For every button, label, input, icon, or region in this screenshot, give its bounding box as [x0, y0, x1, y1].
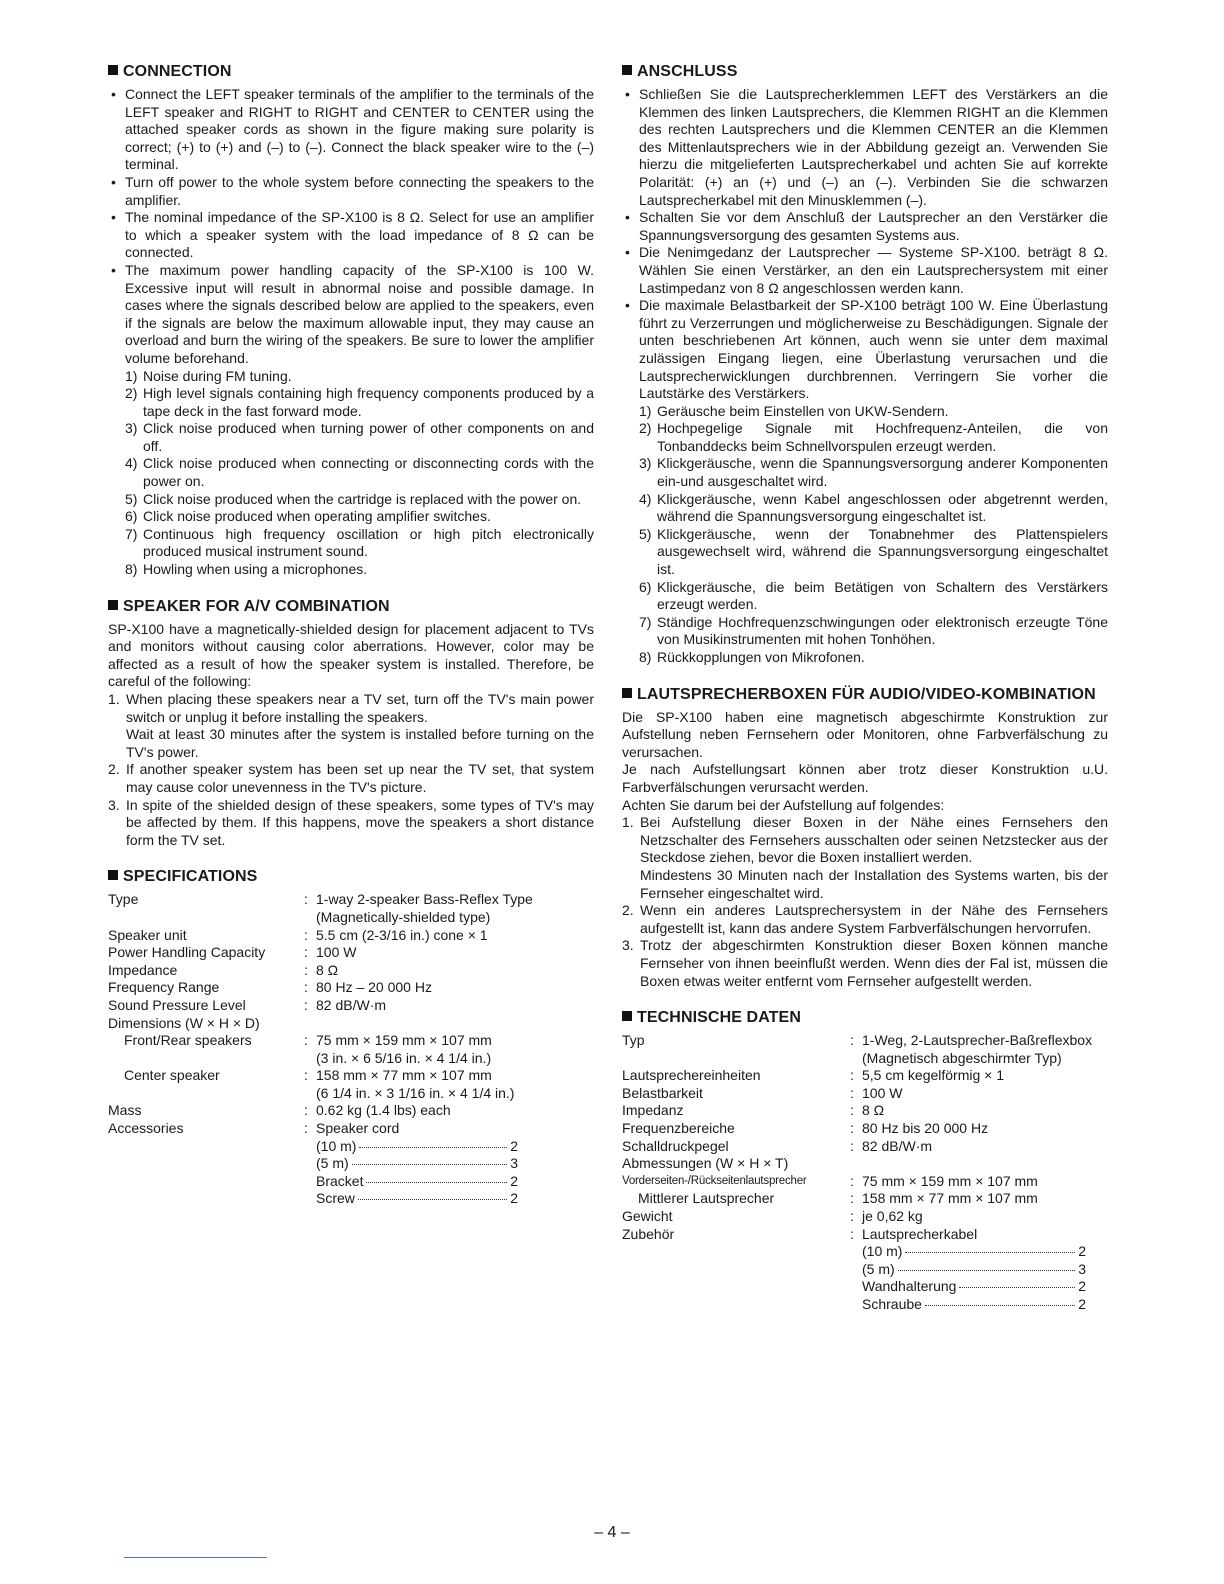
- list-item: 5) Klickgeräusche, wenn der Tonabnehmer des Plattenspielers ausgewechselt wird, während die Spannungsversorgung eingeschaltet ist.: [639, 525, 1108, 578]
- spec-row: Frequency Range : 80 Hz – 20 000 Hz: [108, 979, 432, 996]
- spec-row: Gewicht : je 0,62 kg: [622, 1208, 923, 1225]
- accessory-row: (10 m) 2: [316, 1137, 518, 1154]
- bullet-item: • The nominal impedance of the SP-X100 is 8 Ω. Select for use an amplifier to which a speaker system with the load impedance of 8 Ω can be connected.: [108, 209, 594, 262]
- spec-row: Abmessungen (W × H × T): [622, 1155, 789, 1172]
- specifications-heading: SPECIFICATIONS: [108, 867, 594, 887]
- spec-row: Power Handling Capacity : 100 W: [108, 944, 357, 961]
- heading-square-icon: [108, 65, 118, 75]
- list-item: 2) High level signals containing high frequency components produced by a tape deck in the fast forward mode.: [125, 385, 594, 419]
- list-item: 6) Klickgeräusche, die beim Betätigen von Schaltern des Verstärkers erzeugt werden.: [639, 578, 1108, 613]
- list-item: 7) Continuous high frequency oscillation or high pitch electronically produced musical instrument sound.: [125, 525, 594, 560]
- accessory-row: (5 m) 3: [862, 1260, 1086, 1277]
- bullet-item: • Die Nenimgedanz der Lautsprecher — Systeme SP-X100. beträgt 8 Ω. Wählen Sie einen Verstärker, an den ein Lautsprechersystem mit einer Lastimpedanz von 8 Ω angeschlossen werden kann.: [622, 244, 1108, 297]
- av-heading: SPEAKER FOR A/V COMBINATION: [108, 597, 594, 617]
- anschluss-section: [622, 62, 1108, 667]
- av-section: [108, 597, 594, 850]
- heading-square-icon: [622, 65, 632, 75]
- list-item: 5) Click noise produced when the cartridge is replaced with the power on.: [125, 490, 582, 507]
- av-intro: Die SP-X100 haben eine magnetisch abgeschirmte Konstruktion zur Aufstellung neben Fernsehern oder Monitoren, ohne Farbverfälschung zu verursachen.: [622, 708, 1108, 760]
- list-item: 3) Klickgeräusche, wenn die Spannungsversorgung anderer Komponenten ein-und ausgeschaltet wird.: [639, 455, 1108, 490]
- spec-row: Type : 1-way 2-speaker Bass-Reflex Type (Magnetically-shielded type): [108, 891, 533, 925]
- connection-bullet-list: [108, 86, 594, 579]
- specifications-section: [108, 867, 594, 1208]
- connection-heading: CONNECTION: [108, 62, 594, 82]
- av-intro: SP-X100 have a magnetically-shielded design for placement adjacent to TVs and monitors without causing color aberrations. However, color may be affected as a result of how the speaker system is installed. Therefore, be careful of the following:: [108, 620, 594, 690]
- accessory-row: Screw 2: [316, 1190, 518, 1207]
- list-item: 2) Hochpegelige Signale mit Hochfrequenz-Anteilen, die von Tonbanddecks beim Schnellvorspulen erzeugt werden.: [639, 420, 1108, 454]
- accessory-row: Schraube 2: [862, 1296, 1086, 1312]
- av-intro: Je nach Aufstellungsart können aber trotz dieser Konstruktion u.U. Farbverfälschungen verursacht werden.: [622, 761, 1108, 795]
- av-intro: Achten Sie darum bei der Aufstellung auf folgendes:: [622, 796, 945, 813]
- spec-row: Dimensions (W × H × D): [108, 1014, 260, 1031]
- list-item: 1) Geräusche beim Einstellen von UKW-Sendern.: [639, 402, 949, 419]
- spec-table: [622, 1032, 1108, 1314]
- spec-table: [108, 891, 594, 1208]
- connection-section: [108, 62, 594, 579]
- bullet-item: • Connect the LEFT speaker terminals of the amplifier to the terminals of the LEFT speaker and RIGHT to RIGHT and CENTER to CENTER using the attached speaker cords as shown in the figure making sure polarity is correct; (+) to (+) and (–) to (–). Connect the black speaker wire to the (–) terminal.: [108, 86, 594, 174]
- spec-row: Accessories : Speaker cord (10 m) 2 (5 m) 3 Bracket 2 Screw 2: [108, 1120, 518, 1207]
- noise-list: [639, 403, 1108, 667]
- spec-row: Speaker unit : 5.5 cm (2-3/16 in.) cone × 1: [108, 926, 488, 943]
- right-column: [622, 62, 1108, 1332]
- bullet-item: • The maximum power handling capacity of the SP-X100 is 100 W. Excessive input will result in abnormal noise and possible damage. In cases where the signals described below are applied to the speakers, even if the signals are below the maximum allowable input, they may cause an overload and burn the wiring of the speakers. Be sure to lower the amplifier volume beforehand. 1) Noise during FM tuning. 2) High level signals containing high frequency components produced by a tape deck in the fast forward mode. 3) Click noise produced when turning power of other components on and off. 4) Click noise produced when connecting or disconnecting cords with the power on. 5) Click noise produced when the cartridge is replaced with the power on. 6) Click noise produced when operating amplifier switches. 7) Continuous high frequency oscillation or high pitch electronically produced musical instrument sound. 8) Howling when using a microphones.: [108, 262, 594, 579]
- footer-link-line: [124, 1557, 267, 1558]
- bullet-item: • Schließen Sie die Lautsprecherklemmen LEFT des Verstärkers an die Klemmen des linken Lautsprechers, die Klemmen RIGHT an die Klemmen des rechten Lautsprechers und die Klemmen CENTER an die Klemmen des Mittenlautsprechers wie in der Abbildung gezeigt an. Verwenden Sie hierzu die mitgelieferten Lautsprecherkabel und achten Sie auf korrekte Polarität: (+) an (+) und (–) an (–). Verbinden Sie die schwarzen Lautsprecherkabel mit den Minusklemmen (–).: [622, 86, 1108, 209]
- av-list: [108, 691, 594, 849]
- anschluss-heading: ANSCHLUSS: [622, 62, 1108, 82]
- spec-row: Impedanz : 8 Ω: [622, 1102, 885, 1119]
- spec-row: Sound Pressure Level : 82 dB/W·m: [108, 996, 387, 1013]
- spec-row: Front/Rear speakers : 75 mm × 159 mm × 107 mm (3 in. × 6 5/16 in. × 4 1/4 in.): [124, 1032, 492, 1066]
- spec-row: Lautsprechereinheiten : 5,5 cm kegelförmig × 1: [622, 1067, 1005, 1084]
- bullet-item: • Schalten Sie vor dem Anschluß der Lautsprecher an den Verstärker die Spannungsversorgung des gesamten Systems aus.: [622, 209, 1108, 244]
- bullet-item: • Turn off power to the whole system before connecting the speakers to the amplifier.: [108, 174, 594, 209]
- technische-daten-heading: TECHNISCHE DATEN: [622, 1008, 1108, 1028]
- list-item: 4) Klickgeräusche, wenn Kabel angeschlossen oder abgetrennt werden, während die Spannungsversorgung eingeschaltet ist.: [639, 490, 1108, 525]
- accessory-row: Bracket 2: [316, 1172, 518, 1189]
- av-kombination-section: [622, 685, 1108, 991]
- bullet-item: • Die maximale Belastbarkeit der SP-X100 beträgt 100 W. Eine Überlastung führt zu Verzerrungen und möglicherweise zu Beschädigungen. Signale der unten beschriebenen Art können, auch wenn sie unter dem maximal zulässigen Eingang liegen, eine Überlastung verursachen und die Lautsprecherwicklungen durchbrennen. Verringern Sie vorher die Lautstärke des Verstärkers. 1) Geräusche beim Einstellen von UKW-Sendern. 2) Hochpegelige Signale mit Hochfrequenz-Anteilen, die von Tonbanddecks beim Schnellvorspulen erzeugt werden. 3) Klickgeräusche, wenn die Spannungsversorgung anderer Komponenten ein-und ausgeschaltet wird. 4) Klickgeräusche, wenn Kabel angeschlossen oder abgetrennt werden, während die Spannungsversorgung eingeschaltet ist. 5) Klickgeräusche, wenn der Tonabnehmer des Plattenspielers ausgewechselt wird, während die Spannungsversorgung eingeschaltet ist. 6) Klickgeräusche, die beim Betätigen von Schaltern des Verstärkers erzeugt werden. 7) Ständige Hochfrequenzschwingungen oder elektronisch erzeugte Töne von Musikinstrumenten mit hohen Tonhöhen. 8) Rückkopplungen von Mikrofonen.: [622, 297, 1108, 666]
- spec-row: Impedance : 8 Ω: [108, 961, 339, 978]
- heading-square-icon: [108, 870, 118, 880]
- heading-square-icon: [622, 1011, 632, 1021]
- list-item: 1. Bei Aufstellung dieser Boxen in der Nähe eines Fernsehers den Netzschalter des Fernsehers ausschalten oder seinen Netzstecker aus der Steckdose ziehen, bevor die Boxen installiert werden. Mindestens 30 Minuten nach der Installation des Systems warten, bis der Fernseher eingeschaltet wird.: [622, 814, 1108, 901]
- spec-row: Typ : 1-Weg, 2-Lautsprecher-Baßreflexbox (Magnetisch abgeschirmter Typ): [622, 1032, 1093, 1066]
- list-item: 2. If another speaker system has been set up near the TV set, that system may cause color unevenness in the TV's picture.: [108, 761, 594, 795]
- technische-daten-section: [622, 1008, 1108, 1314]
- accessory-row: (10 m) 2: [862, 1243, 1086, 1260]
- list-item: 8) Rückkopplungen von Mikrofonen.: [639, 649, 865, 665]
- list-item: 4) Click noise produced when connecting or disconnecting cords with the power on.: [125, 455, 594, 490]
- noise-list: [125, 368, 594, 579]
- spec-row: Mass : 0.62 kg (1.4 lbs) each: [108, 1102, 451, 1119]
- spec-row: Mittlerer Lautsprecher : 158 mm × 77 mm × 107 mm: [638, 1190, 1038, 1207]
- list-item: 1) Noise during FM tuning.: [125, 367, 292, 384]
- left-column: [108, 62, 594, 1226]
- heading-square-icon: [108, 600, 118, 610]
- list-item: 3) Click noise produced when turning power of other components on and off.: [125, 420, 594, 454]
- spec-row: Frequenzbereiche : 80 Hz bis 20 000 Hz: [622, 1120, 989, 1137]
- list-item: 3. Trotz der abgeschirmten Konstruktion dieser Boxen können manche Fernseher von ihnen beeinflußt werden. Wenn dies der Fal ist, müssen die Boxen etwas weiter entfernt vom Fernseher aufgestellt werden.: [622, 937, 1108, 989]
- spec-row: Vorderseiten-/Rückseitenlautsprecher : 75 mm × 159 mm × 107 mm: [622, 1172, 1038, 1189]
- list-item: 6) Click noise produced when operating amplifier switches.: [125, 508, 491, 525]
- list-item: 1. When placing these speakers near a TV set, turn off the TV's main power switch or unplug it before installing the speakers. Wait at least 30 minutes after the system is installed before turning on the TV's power.: [108, 691, 594, 760]
- list-item: 8) Howling when using a microphones.: [125, 561, 368, 578]
- accessory-row: (5 m) 3: [316, 1155, 518, 1172]
- av-list: [622, 814, 1108, 990]
- heading-square-icon: [622, 688, 632, 698]
- accessory-row: Wandhalterung 2: [862, 1278, 1086, 1295]
- list-item: 2. Wenn ein anderes Lautsprechersystem in der Nähe des Fernsehers aufgestellt ist, kann das andere System Farbverfälschungen hervorrufen.: [622, 902, 1108, 936]
- av-kombination-heading: LAUTSPRECHERBOXEN FÜR AUDIO/VIDEO-KOMBINATION: [622, 685, 1108, 705]
- anschluss-bullet-list: [622, 86, 1108, 667]
- spec-row: Zubehör : Lautsprecherkabel (10 m) 2 (5 m) 3 Wandhalterung 2 Schraube 2: [622, 1225, 1086, 1312]
- spec-row: Belastbarkeit : 100 W: [622, 1084, 903, 1101]
- spec-row: Schalldruckpegel : 82 dB/W·m: [622, 1137, 933, 1154]
- list-item: 3. In spite of the shielded design of these speakers, some types of TV's may be affected by them. If this happens, move the speakers a short distance form the TV set.: [108, 796, 594, 848]
- page-number: – 4 –: [594, 1524, 630, 1541]
- spec-row: Center speaker : 158 mm × 77 mm × 107 mm (6 1/4 in. × 3 1/16 in. × 4 1/4 in.): [124, 1067, 515, 1101]
- list-item: 7) Ständige Hochfrequenzschwingungen oder elektronisch erzeugte Töne von Musikinstrumenten mit hohen Tonhöhen.: [639, 613, 1108, 648]
